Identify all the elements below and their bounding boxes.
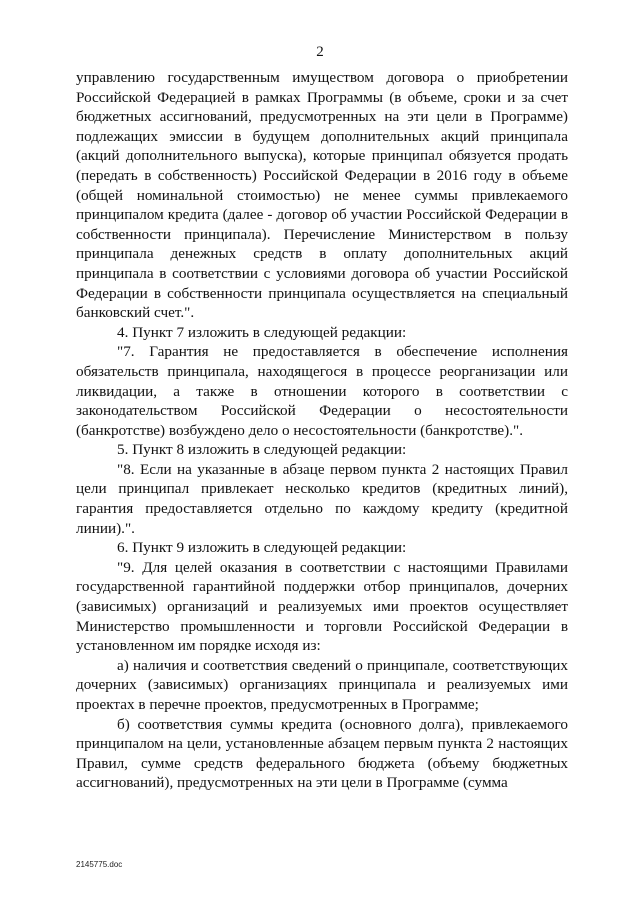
- document-body: [76, 68, 568, 793]
- document-filename-footer: 2145775.doc: [76, 860, 123, 869]
- page-number: 2: [316, 44, 324, 60]
- paragraph-item-9-text: "9. Для целей оказания в соответствии с настоящими Правилами государственной гарантийной поддержки отбор принципалов, дочерних (зависимых) организаций и реализуемых ими проектов осуществляет Министерство промышленности и торговли Российской Федерации в установленном им порядке исходя из:: [76, 558, 568, 655]
- paragraph-item-6-heading: 6. Пункт 9 изложить в следующей редакции:: [117, 539, 407, 557]
- paragraph-item-4-heading: 4. Пункт 7 изложить в следующей редакции:: [117, 323, 407, 341]
- paragraph-subitem-a: а) наличия и соответствия сведений о принципале, соответствующих дочерних (зависимых) организациях принципала и реализуемых ими проектах в перечне проектов, предусмотренных в Программе;: [76, 656, 568, 713]
- paragraph-item-8-text: "8. Если на указанные в абзаце первом пункта 2 настоящих Правил цели принципал привлекает несколько кредитов (кредитных линий), гарантия предоставляется отдельно по каждому кредиту (кредитной линии).".: [76, 460, 568, 537]
- paragraph-item-7-text: "7. Гарантия не предоставляется в обеспечение исполнения обязательств принципала, находящегося в процессе реорганизации или ликвидации, а также в отношении которого в соответствии с законодательством Российской Федерации о несостоятельности (банкротстве) возбуждено дело о несостоятельности (банкротстве).".: [76, 343, 568, 439]
- paragraph-continuation: управлению государственным имуществом договора о приобретении Российской Федерацией в рамках Программы (в объеме, сроки и за счет бюджетных ассигнований, предусмотренных на эти цели в Программе) подлежащих эмиссии в будущем дополнительных акций принципала (акций дополнительного выпуска), которые принципал обязуется продать (передать в собственность) Российской Федерации в 2016 году в объеме (общей номинальной стоимостью) не менее суммы привлекаемого принципалом кредита (далее - договор об участии Российской Федерации в собственности принципала). Перечисление Министерством в пользу принципала денежных средств в оплату дополнительных акций принципала в соответствии с условиями договора об участии Российской Федерации в собственности принципала осуществляется на специальный банковский счет.".: [76, 69, 568, 322]
- paragraph-subitem-b: б) соответствия суммы кредита (основного долга), привлекаемого принципалом на цели, установленные абзацем первым пункта 2 настоящих Правил, сумме средств федерального бюджета (объему бюджетных ассигнований), предусмотренных на эти цели в Программе (сумма: [76, 715, 568, 792]
- paragraph-item-5-heading: 5. Пункт 8 изложить в следующей редакции:: [117, 441, 407, 459]
